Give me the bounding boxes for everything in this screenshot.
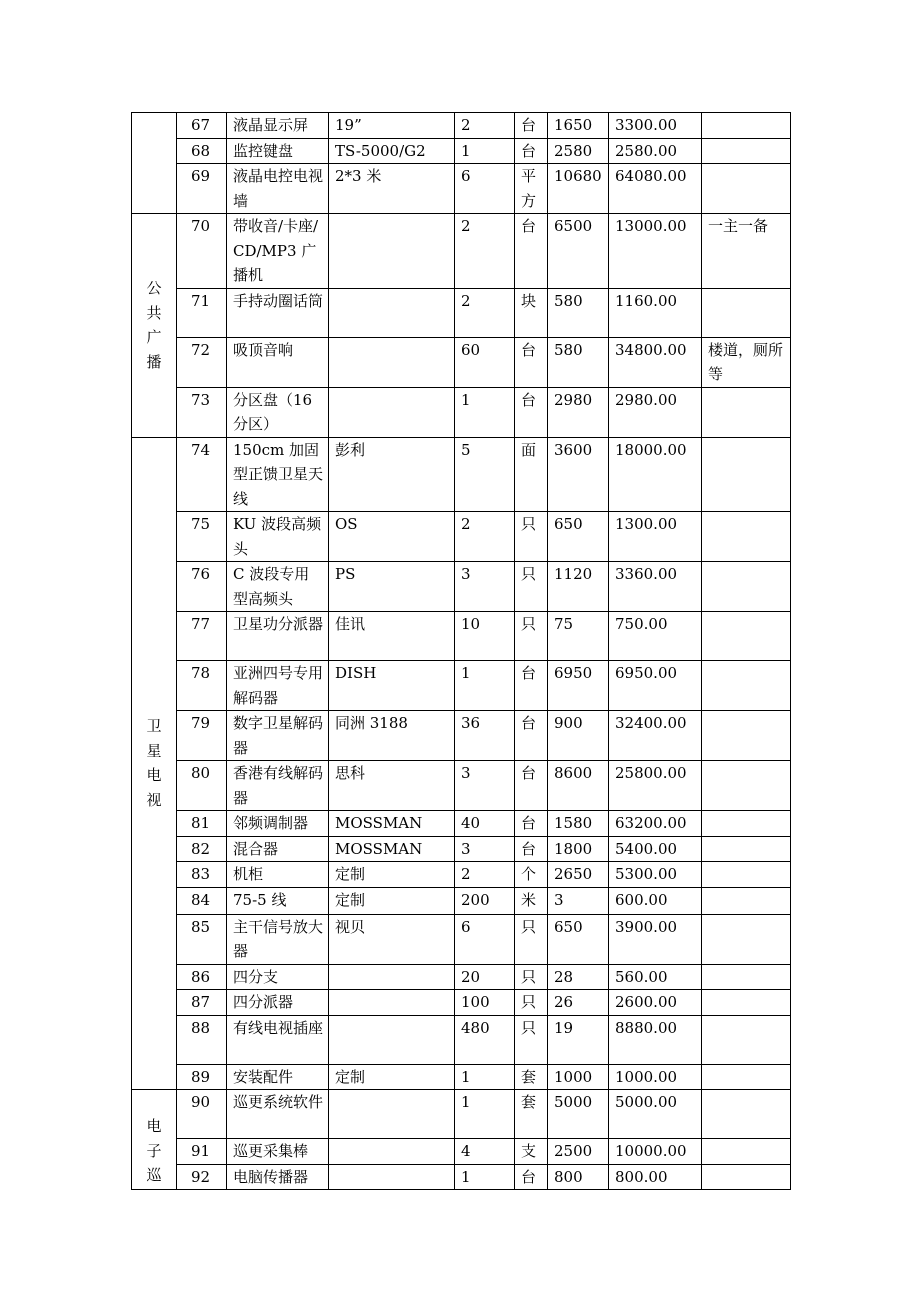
row-total: 3300.00 [609,113,702,139]
row-total: 6950.00 [609,661,702,711]
row-qty: 1 [455,1090,515,1139]
row-price: 580 [548,337,609,387]
row-note [702,288,791,337]
row-unit: 台 [515,661,548,711]
category-satellite-tv [132,437,177,1090]
row-total: 5300.00 [609,862,702,888]
row-qty: 10 [455,612,515,661]
row-no: 91 [177,1139,227,1165]
row-price: 6500 [548,214,609,289]
row-qty: 4 [455,1139,515,1165]
row-name: 四分支 [227,964,329,990]
row-model [329,1164,455,1190]
row-model: DISH [329,661,455,711]
row-price: 580 [548,288,609,337]
row-no: 87 [177,990,227,1016]
row-no: 82 [177,836,227,862]
row-price: 2580 [548,138,609,164]
row-model: MOSSMAN [329,811,455,837]
row-unit: 只 [515,612,548,661]
row-no: 71 [177,288,227,337]
row-total: 18000.00 [609,437,702,512]
row-model: 定制 [329,1064,455,1090]
row-model [329,1139,455,1165]
row-total: 63200.00 [609,811,702,837]
row-no: 72 [177,337,227,387]
row-qty: 60 [455,337,515,387]
row-qty: 5 [455,437,515,512]
row-name: 液晶显示屏 [227,113,329,139]
row-unit: 只 [515,512,548,562]
row-note [702,612,791,661]
row-model: 定制 [329,887,455,914]
row-note [702,964,791,990]
row-total: 5000.00 [609,1090,702,1139]
row-unit: 只 [515,964,548,990]
row-name: 150cm 加固型正馈卫星天线 [227,437,329,512]
row-model: 定制 [329,862,455,888]
row-model: MOSSMAN [329,836,455,862]
row-name: 安装配件 [227,1064,329,1090]
row-unit: 只 [515,990,548,1016]
row-no: 85 [177,914,227,964]
row-total: 34800.00 [609,337,702,387]
row-name: 四分派器 [227,990,329,1016]
row-no: 67 [177,113,227,139]
row-name: 巡更系统软件 [227,1090,329,1139]
row-note [702,164,791,214]
row-price: 28 [548,964,609,990]
row-model: 2*3 米 [329,164,455,214]
row-qty: 1 [455,387,515,437]
row-total: 25800.00 [609,761,702,811]
row-name: 手持动圈话筒 [227,288,329,337]
row-qty: 2 [455,113,515,139]
row-total: 8880.00 [609,1015,702,1064]
row-total: 10000.00 [609,1139,702,1165]
row-qty: 100 [455,990,515,1016]
row-unit: 面 [515,437,548,512]
row-unit: 台 [515,113,548,139]
row-price: 2500 [548,1139,609,1165]
row-price: 1580 [548,811,609,837]
row-name: 带收音/卡座/CD/MP3 广播机 [227,214,329,289]
row-note [702,661,791,711]
row-note [702,1064,791,1090]
row-model [329,1090,455,1139]
category-cell-empty [132,113,177,214]
row-price: 3 [548,887,609,914]
row-unit: 只 [515,1015,548,1064]
row-model: TS-5000/G2 [329,138,455,164]
row-price: 1800 [548,836,609,862]
row-name: KU 波段高频头 [227,512,329,562]
row-model [329,288,455,337]
row-name: 卫星功分派器 [227,612,329,661]
row-name: 混合器 [227,836,329,862]
row-price: 3600 [548,437,609,512]
row-note [702,990,791,1016]
row-name: 巡更采集棒 [227,1139,329,1165]
row-unit: 台 [515,337,548,387]
row-price: 650 [548,914,609,964]
row-price: 1650 [548,113,609,139]
row-name: 吸顶音响 [227,337,329,387]
row-model [329,387,455,437]
category-label: 电子巡 [146,1117,162,1184]
row-total: 560.00 [609,964,702,990]
row-model: OS [329,512,455,562]
row-total: 2980.00 [609,387,702,437]
row-no: 68 [177,138,227,164]
row-unit: 只 [515,914,548,964]
row-note [702,387,791,437]
row-total: 800.00 [609,1164,702,1190]
row-qty: 2 [455,862,515,888]
row-qty: 2 [455,512,515,562]
row-name: 香港有线解码器 [227,761,329,811]
row-no: 88 [177,1015,227,1064]
row-qty: 480 [455,1015,515,1064]
row-unit: 米 [515,887,548,914]
row-total: 3360.00 [609,562,702,612]
row-no: 83 [177,862,227,888]
row-unit: 台 [515,811,548,837]
category-patrol [132,1090,177,1190]
row-note: 一主一备 [702,214,791,289]
row-no: 86 [177,964,227,990]
row-unit: 块 [515,288,548,337]
row-model [329,990,455,1016]
row-model: 19” [329,113,455,139]
row-name: 75-5 线 [227,887,329,914]
row-unit: 台 [515,836,548,862]
row-name: 监控键盘 [227,138,329,164]
row-qty: 2 [455,288,515,337]
row-note [702,711,791,761]
row-no: 73 [177,387,227,437]
row-name: 电脑传播器 [227,1164,329,1190]
row-note [702,862,791,888]
row-note [702,914,791,964]
row-unit: 平方 [515,164,548,214]
row-qty: 3 [455,761,515,811]
category-label: 公共广播 [146,279,162,371]
row-note [702,1015,791,1064]
row-unit: 套 [515,1064,548,1090]
row-name: 数字卫星解码器 [227,711,329,761]
row-qty: 1 [455,1164,515,1190]
row-note [702,512,791,562]
row-unit: 台 [515,387,548,437]
row-total: 13000.00 [609,214,702,289]
row-qty: 40 [455,811,515,837]
row-name: 分区盘（16 分区） [227,387,329,437]
row-unit: 台 [515,214,548,289]
row-total: 2600.00 [609,990,702,1016]
row-model: 视贝 [329,914,455,964]
equipment-table [131,112,791,1190]
row-unit: 个 [515,862,548,888]
row-model: 彭利 [329,437,455,512]
row-no: 70 [177,214,227,289]
row-total: 64080.00 [609,164,702,214]
row-qty: 2 [455,214,515,289]
row-price: 2650 [548,862,609,888]
row-unit: 套 [515,1090,548,1139]
row-total: 32400.00 [609,711,702,761]
row-price: 19 [548,1015,609,1064]
row-price: 2980 [548,387,609,437]
row-qty: 1 [455,661,515,711]
row-note [702,1090,791,1139]
row-no: 80 [177,761,227,811]
row-qty: 3 [455,836,515,862]
row-model: 同洲 3188 [329,711,455,761]
row-note [702,138,791,164]
row-total: 1160.00 [609,288,702,337]
row-name: 有线电视插座 [227,1015,329,1064]
row-total: 5400.00 [609,836,702,862]
row-no: 77 [177,612,227,661]
row-note [702,887,791,914]
row-no: 79 [177,711,227,761]
row-model [329,214,455,289]
row-no: 89 [177,1064,227,1090]
row-total: 2580.00 [609,138,702,164]
row-no: 84 [177,887,227,914]
row-model [329,337,455,387]
row-unit: 支 [515,1139,548,1165]
row-note [702,836,791,862]
row-qty: 20 [455,964,515,990]
row-model: 思科 [329,761,455,811]
row-note [702,761,791,811]
row-no: 92 [177,1164,227,1190]
row-price: 650 [548,512,609,562]
row-note [702,562,791,612]
row-model: PS [329,562,455,612]
row-note [702,1139,791,1165]
row-price: 26 [548,990,609,1016]
row-name: C 波段专用型高频头 [227,562,329,612]
row-price: 800 [548,1164,609,1190]
row-name: 主干信号放大器 [227,914,329,964]
row-note [702,113,791,139]
row-price: 5000 [548,1090,609,1139]
row-qty: 6 [455,914,515,964]
row-price: 75 [548,612,609,661]
row-note [702,437,791,512]
row-total: 1000.00 [609,1064,702,1090]
row-no: 90 [177,1090,227,1139]
row-price: 1000 [548,1064,609,1090]
row-qty: 6 [455,164,515,214]
row-qty: 1 [455,1064,515,1090]
row-unit: 台 [515,711,548,761]
row-qty: 36 [455,711,515,761]
category-label: 卫星电视 [146,717,162,809]
row-note: 楼道，厕所等 [702,337,791,387]
row-unit: 只 [515,562,548,612]
row-total: 600.00 [609,887,702,914]
row-no: 81 [177,811,227,837]
row-name: 亚洲四号专用解码器 [227,661,329,711]
row-price: 10680 [548,164,609,214]
row-qty: 200 [455,887,515,914]
row-unit: 台 [515,138,548,164]
row-note [702,811,791,837]
row-total: 3900.00 [609,914,702,964]
row-price: 8600 [548,761,609,811]
category-public-broadcast [132,214,177,438]
row-model [329,964,455,990]
row-name: 液晶电控电视墙 [227,164,329,214]
row-no: 78 [177,661,227,711]
row-name: 机柜 [227,862,329,888]
row-qty: 3 [455,562,515,612]
row-unit: 台 [515,1164,548,1190]
row-no: 75 [177,512,227,562]
row-model: 佳讯 [329,612,455,661]
row-no: 74 [177,437,227,512]
row-total: 750.00 [609,612,702,661]
row-price: 1120 [548,562,609,612]
row-no: 76 [177,562,227,612]
row-price: 6950 [548,661,609,711]
row-name: 邻频调制器 [227,811,329,837]
row-no: 69 [177,164,227,214]
row-unit: 台 [515,761,548,811]
row-model [329,1015,455,1064]
row-total: 1300.00 [609,512,702,562]
row-note [702,1164,791,1190]
row-qty: 1 [455,138,515,164]
row-price: 900 [548,711,609,761]
